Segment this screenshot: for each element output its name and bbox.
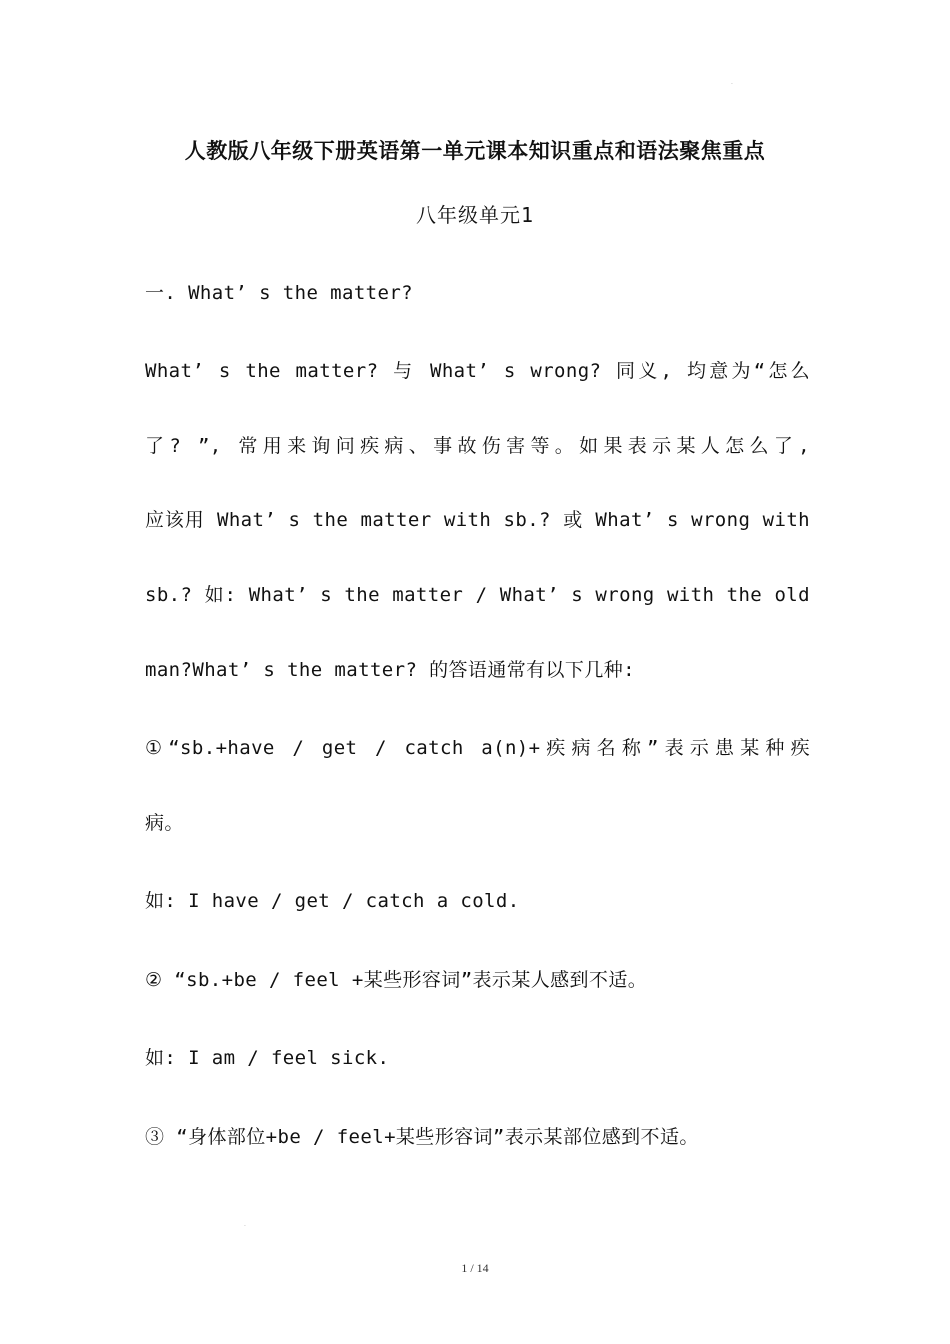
paragraph-line: man?What’ s the matter? 的答语通常有以下几种: [145, 659, 635, 681]
scan-speck-bottom: . [244, 1221, 246, 1228]
list-item-3: ③ “身体部位+be / feel+某些形容词”表示某部位感到不适。 [145, 1126, 699, 1148]
paragraph-line: What’ s the matter? 与 What’ s wrong? 同义, 均意为“怎么 [145, 360, 810, 382]
paragraph-line: 应该用 What’ s the matter with sb.? 或 What’ s wrong with [145, 509, 810, 531]
example-line: 如: I have / get / catch a cold. [145, 890, 520, 912]
document-title: 人教版八年级下册英语第一单元课本知识重点和语法聚焦重点 [184, 139, 766, 163]
document-subtitle: 八年级单元1 [415, 203, 535, 227]
section-heading: 一. What’ s the matter? [145, 282, 414, 304]
list-item-1-continued: 病。 [145, 812, 184, 834]
paragraph-line: sb.? 如: What’ s the matter / What’ s wrong with the old [145, 584, 810, 606]
list-item-1: ①“sb.+have / get / catch a(n)+疾病名称”表示患某种疾 [145, 737, 810, 759]
page-number: 1 / 14 [461, 1261, 489, 1275]
scan-speck-top: . [731, 79, 733, 86]
example-line: 如: I am / feel sick. [145, 1047, 390, 1069]
paragraph-line: 了? ”, 常用来询问疾病、事故伤害等。如果表示某人怎么了, [145, 435, 810, 457]
list-item-2: ② “sb.+be / feel +某些形容词”表示某人感到不适。 [145, 969, 648, 991]
